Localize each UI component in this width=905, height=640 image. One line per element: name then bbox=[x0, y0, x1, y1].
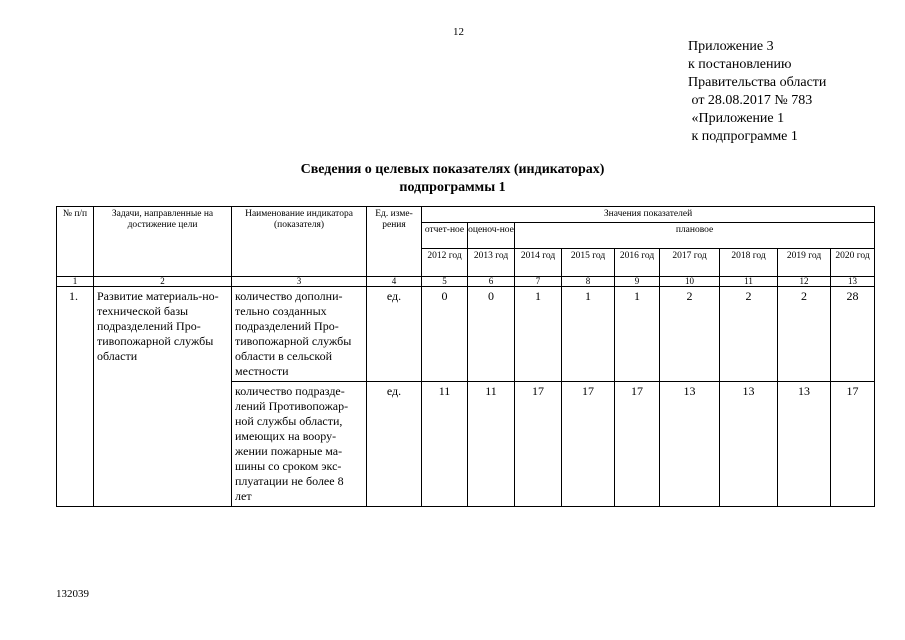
header-planned: плановое bbox=[515, 223, 875, 249]
value-cell: 17 bbox=[831, 382, 875, 507]
header-tasks: Задачи, направленные на достижение цели bbox=[94, 207, 232, 277]
column-number: 7 bbox=[515, 277, 562, 287]
value-cell: 13 bbox=[778, 382, 831, 507]
value-cell: 17 bbox=[615, 382, 660, 507]
appendix-line: «Приложение 1 bbox=[688, 111, 785, 126]
title-line-1: Сведения о целевых показателях (индикаторах) bbox=[300, 162, 605, 177]
column-number: 5 bbox=[422, 277, 468, 287]
value-cell: 17 bbox=[562, 382, 615, 507]
appendix-line: Правительства области bbox=[688, 75, 827, 90]
header-estimate: оценоч-ное bbox=[468, 223, 515, 249]
header-values: Значения показателей bbox=[422, 207, 875, 223]
document-title bbox=[0, 161, 905, 197]
header-unit: Ед. изме-рения bbox=[367, 207, 422, 277]
header-year: 2016 год bbox=[615, 249, 660, 277]
value-cell: 28 bbox=[831, 287, 875, 382]
unit-cell: ед. bbox=[367, 382, 422, 507]
indicator-cell: количество дополни-тельно созданных подразделений Про-тивопожарной службы области в сельской местности bbox=[232, 287, 367, 382]
appendix-line: Приложение 3 bbox=[688, 39, 774, 54]
value-cell: 2 bbox=[720, 287, 778, 382]
header-num: № п/п bbox=[57, 207, 94, 277]
column-number: 11 bbox=[720, 277, 778, 287]
column-number: 9 bbox=[615, 277, 660, 287]
column-number: 6 bbox=[468, 277, 515, 287]
value-cell: 0 bbox=[468, 287, 515, 382]
value-cell: 11 bbox=[422, 382, 468, 507]
value-cell: 13 bbox=[720, 382, 778, 507]
column-number: 3 bbox=[232, 277, 367, 287]
column-number: 13 bbox=[831, 277, 875, 287]
header-year: 2015 год bbox=[562, 249, 615, 277]
column-number: 1 bbox=[57, 277, 94, 287]
value-cell: 1 bbox=[562, 287, 615, 382]
column-number: 4 bbox=[367, 277, 422, 287]
header-year: 2018 год bbox=[720, 249, 778, 277]
indicators-table bbox=[56, 206, 875, 507]
task-cell: Развитие материаль-но-технической базы подразделений Про-тивопожарной службы области bbox=[94, 287, 232, 507]
column-number: 10 bbox=[660, 277, 720, 287]
value-cell: 0 bbox=[422, 287, 468, 382]
header-year: 2013 год bbox=[468, 249, 515, 277]
unit-cell: ед. bbox=[367, 287, 422, 382]
title-line-2: подпрограммы 1 bbox=[399, 180, 506, 195]
value-cell: 13 bbox=[660, 382, 720, 507]
header-report: отчет-ное bbox=[422, 223, 468, 249]
appendix-line: от 28.08.2017 № 783 bbox=[688, 93, 813, 108]
column-number: 2 bbox=[94, 277, 232, 287]
appendix-line: к подпрограмме 1 bbox=[688, 129, 798, 144]
value-cell: 17 bbox=[515, 382, 562, 507]
footer-code: 132039 bbox=[56, 588, 89, 600]
indicator-cell: количество подразде-лений Противопожар-ной службы области, имеющих на воору-жении пожарные ма-шины со сроком экс-плуатации не более 8 лет bbox=[232, 382, 367, 507]
header-year: 2014 год bbox=[515, 249, 562, 277]
value-cell: 2 bbox=[660, 287, 720, 382]
header-indicator: Наименование индикатора (показателя) bbox=[232, 207, 367, 277]
table-row bbox=[57, 287, 875, 382]
column-number: 12 bbox=[778, 277, 831, 287]
column-number: 8 bbox=[562, 277, 615, 287]
page-number: 12 bbox=[453, 26, 464, 38]
appendix-line: к постановлению bbox=[688, 57, 792, 72]
header-year: 2017 год bbox=[660, 249, 720, 277]
header-year: 2019 год bbox=[778, 249, 831, 277]
value-cell: 1 bbox=[615, 287, 660, 382]
value-cell: 11 bbox=[468, 382, 515, 507]
value-cell: 1 bbox=[515, 287, 562, 382]
appendix-block bbox=[688, 38, 826, 146]
header-year: 2012 год bbox=[422, 249, 468, 277]
row-number: 1. bbox=[57, 287, 94, 507]
value-cell: 2 bbox=[778, 287, 831, 382]
header-year: 2020 год bbox=[831, 249, 875, 277]
